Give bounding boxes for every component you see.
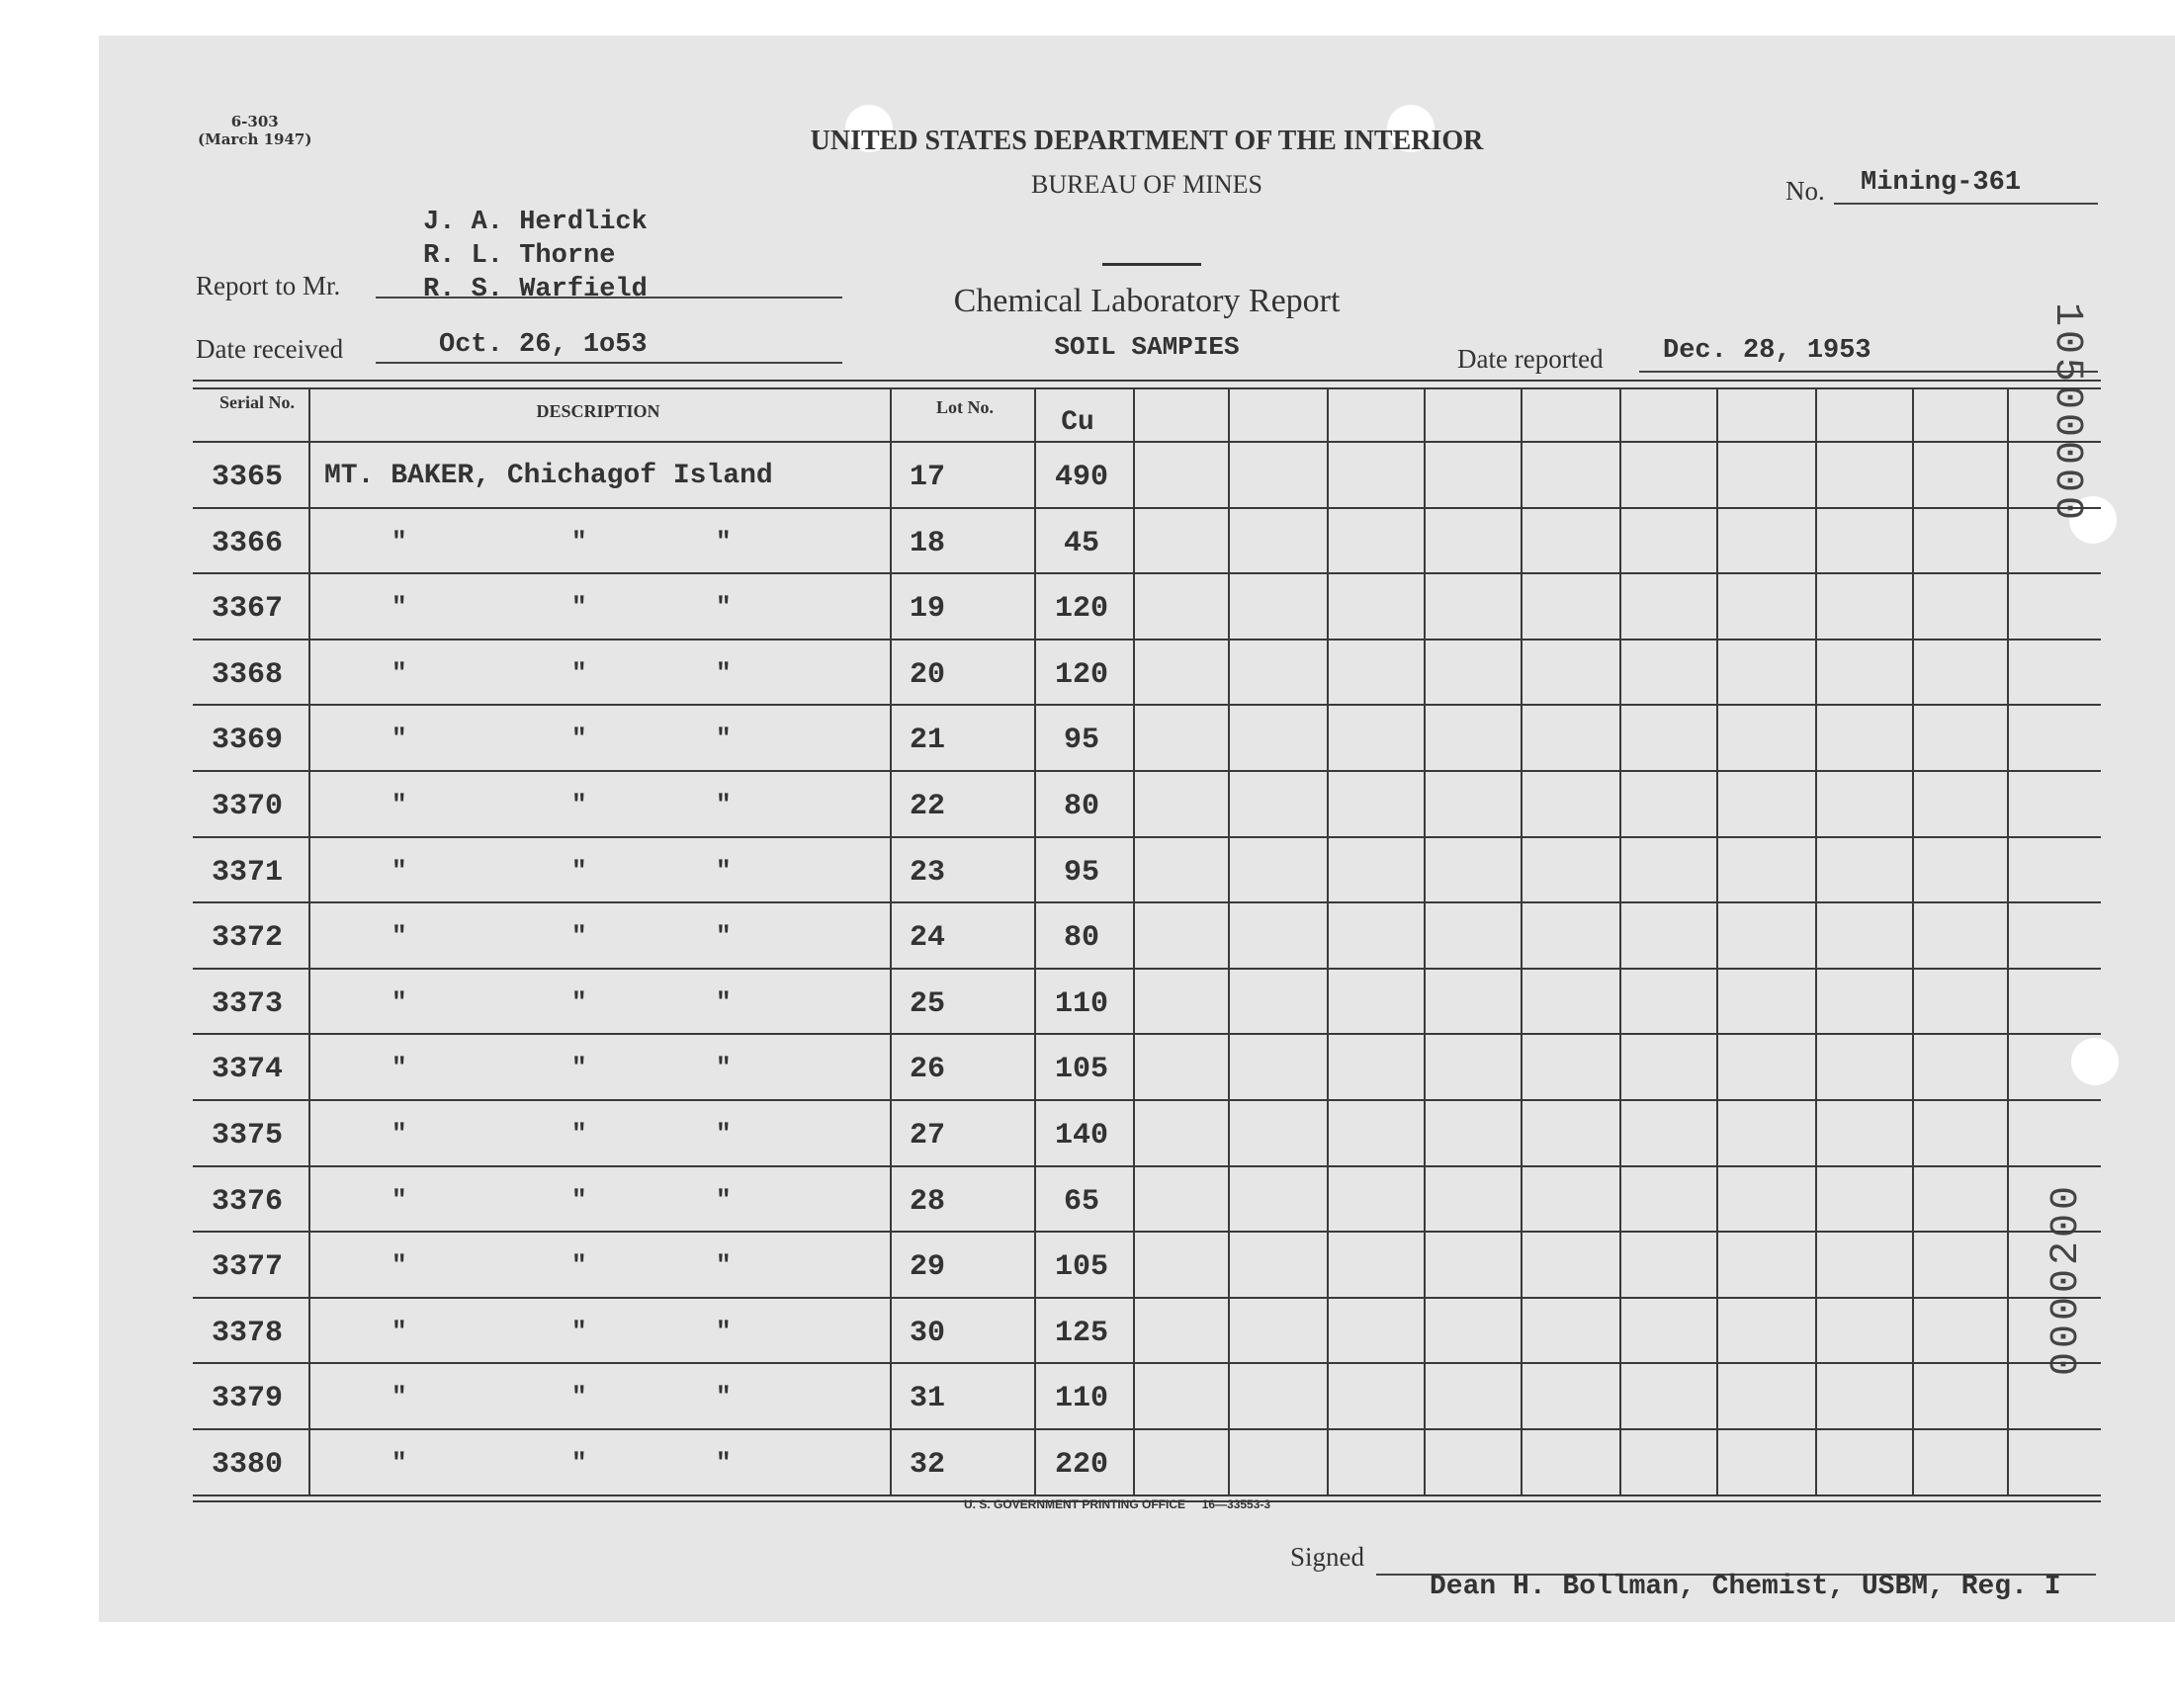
ditto-mark: " [716,856,732,886]
ditto-mark: " [571,658,587,688]
table-top-rule [193,380,2101,382]
form-edition: (March 1947) [198,130,312,148]
cu-value-cell: 95 [1063,724,1099,757]
lot-no-cell: 28 [909,1185,945,1219]
date-received-value: Oct. 26, 1o53 [439,330,648,360]
cu-value-cell: 65 [1063,1185,1099,1219]
report-number-line [1834,203,2098,205]
report-to-name-3: R. S. Warfield [423,275,648,304]
ditto-mark: " [716,1185,732,1215]
serial-no-cell: 3370 [212,790,284,823]
ditto-mark: " [716,1119,732,1149]
ditto-mark: " [571,921,587,951]
ditto-mark: " [716,658,732,688]
lot-no-cell: 19 [909,592,945,626]
ditto-mark: " [392,921,407,951]
serial-no-cell: 3365 [212,461,284,494]
lot-no-cell: 26 [909,1053,945,1086]
date-reported-label: Date reported [1457,344,1604,374]
ditto-mark: " [392,592,407,622]
ditto-mark: " [392,856,407,886]
ditto-mark: " [392,724,407,753]
report-to-label: Report to Mr. [196,271,341,300]
cu-value-cell: 105 [1054,1053,1108,1086]
date-reported-line [1639,371,2098,373]
lot-no-cell: 25 [909,987,945,1021]
serial-no-cell: 3372 [212,921,284,955]
form-code [198,113,311,148]
ditto-mark: " [392,1382,407,1411]
printing-office-imprint: U. S. GOVERNMENT PRINTING OFFICE 16—33553-3 [964,1497,1271,1511]
department-heading: UNITED STATES DEPARTMENT OF THE INTERIOR [810,126,1484,156]
column-rule [1521,387,1522,1494]
ditto-mark: " [392,1317,407,1346]
serial-no-cell: 3371 [212,856,284,890]
serial-no-cell: 3380 [212,1448,284,1482]
serial-no-cell: 3369 [212,724,284,757]
lot-no-cell: 27 [909,1119,945,1153]
ditto-mark: " [392,527,407,556]
report-title: Chemical Laboratory Report [953,283,1341,319]
ditto-mark: " [571,592,587,622]
ditto-mark: " [392,1448,407,1478]
header-bottom-rule [1133,441,2101,443]
ditto-mark: " [716,921,732,951]
cu-value-cell: 125 [1054,1317,1108,1350]
ditto-mark: " [571,1382,587,1411]
cu-value-cell: 120 [1054,592,1108,626]
ditto-mark: " [571,856,587,886]
ditto-mark: " [716,1250,732,1280]
serial-no-cell: 3379 [212,1382,284,1415]
serial-no-cell: 3367 [212,592,284,626]
report-to-line [376,297,842,299]
ditto-mark: " [392,790,407,819]
lot-no-cell: 31 [909,1382,945,1415]
lot-no-cell: 17 [909,461,945,494]
ditto-mark: " [716,592,732,622]
lot-no-cell: 22 [909,790,945,823]
serial-no-cell: 3378 [212,1317,284,1350]
ditto-mark: " [392,658,407,688]
description-cell: MT. BAKER, Chichagof Island [324,461,773,491]
lot-no-cell: 32 [909,1448,945,1482]
date-received-label: Date received [196,334,344,364]
cu-value-cell: 80 [1063,790,1099,823]
cu-value-cell: 120 [1054,658,1108,692]
ditto-mark: " [571,1317,587,1346]
serial-no-cell: 3377 [212,1250,284,1284]
column-rule [1327,387,1329,1494]
ditto-mark: " [716,527,732,556]
header-description: DESCRIPTION [536,401,660,421]
signer-name: Dean H. Bollman, Chemist, USBM, Reg. I [1430,1572,2061,1602]
stamp-number-bottom: 0000200 [2044,1182,2089,1377]
column-rule [1716,387,1718,1494]
report-to-name-1: J. A. Herdlick [423,208,648,237]
column-rule [1133,387,1135,1494]
header-lot-no: Lot No. [936,397,994,417]
ditto-mark: " [716,724,732,753]
column-rule [1034,387,1036,1494]
ditto-mark: " [571,790,587,819]
cu-value-cell: 105 [1054,1250,1108,1284]
ditto-mark: " [392,1053,407,1082]
column-rule [2007,387,2009,1494]
serial-no-cell: 3376 [212,1185,284,1219]
form-number: 6-303 [230,113,279,130]
serial-no-cell: 3374 [212,1053,284,1086]
stamp-number-top: 10500000 [2044,302,2089,525]
serial-no-cell: 3373 [212,987,284,1021]
header-serial-no: Serial No. [219,392,295,412]
report-number-value: Mining-361 [1861,168,2022,198]
lot-no-cell: 20 [909,658,945,692]
lot-no-cell: 24 [909,921,945,955]
lot-no-cell: 18 [909,527,945,560]
ditto-mark: " [716,1317,732,1346]
column-rule [1228,387,1230,1494]
punch-hole-right-lower [2071,1038,2119,1085]
ditto-mark: " [571,724,587,753]
serial-no-cell: 3375 [212,1119,284,1153]
ditto-mark: " [571,1185,587,1215]
bureau-heading: BUREAU OF MINES [1030,170,1263,199]
column-rule [1815,387,1817,1494]
column-rule [1912,387,1914,1494]
column-rule [1619,387,1621,1494]
cu-value-cell: 110 [1054,987,1108,1021]
cu-value-cell: 110 [1054,1382,1108,1415]
ditto-mark: " [716,987,732,1017]
header-cu: Cu [1061,407,1094,438]
report-to-name-2: R. L. Thorne [423,241,616,271]
report-number-label: No. [1785,176,1825,206]
ditto-mark: " [392,987,407,1017]
ditto-mark: " [716,790,732,819]
column-rule [1424,387,1426,1494]
ditto-mark: " [716,1053,732,1082]
cu-value-cell: 490 [1054,461,1108,494]
lot-no-cell: 30 [909,1317,945,1350]
date-reported-value: Dec. 28, 1953 [1663,336,1871,366]
document-page [99,36,2175,1622]
serial-no-cell: 3366 [212,527,284,560]
ditto-mark: " [571,1448,587,1478]
signed-label: Signed [1290,1542,1365,1572]
report-subtitle: SOIL SAMPIES [1054,332,1240,362]
header-bottom-rule-left [193,441,1133,443]
ditto-mark: " [392,1119,407,1149]
ditto-mark: " [571,1250,587,1280]
cu-value-cell: 95 [1063,856,1099,890]
serial-no-cell: 3368 [212,658,284,692]
lot-no-cell: 29 [909,1250,945,1284]
title-divider [1102,263,1201,266]
ditto-mark: " [571,987,587,1017]
lot-no-cell: 21 [909,724,945,757]
cu-value-cell: 45 [1063,527,1099,560]
ditto-mark: " [571,1053,587,1082]
ditto-mark: " [716,1448,732,1478]
lot-no-cell: 23 [909,856,945,890]
table-bottom-rule [193,1494,2101,1496]
ditto-mark: " [571,1119,587,1149]
date-received-line [376,362,842,364]
ditto-mark: " [716,1382,732,1411]
ditto-mark: " [392,1250,407,1280]
ditto-mark: " [571,527,587,556]
cu-value-cell: 220 [1054,1448,1108,1482]
cu-value-cell: 80 [1063,921,1099,955]
ditto-mark: " [392,1185,407,1215]
cu-value-cell: 140 [1054,1119,1108,1153]
